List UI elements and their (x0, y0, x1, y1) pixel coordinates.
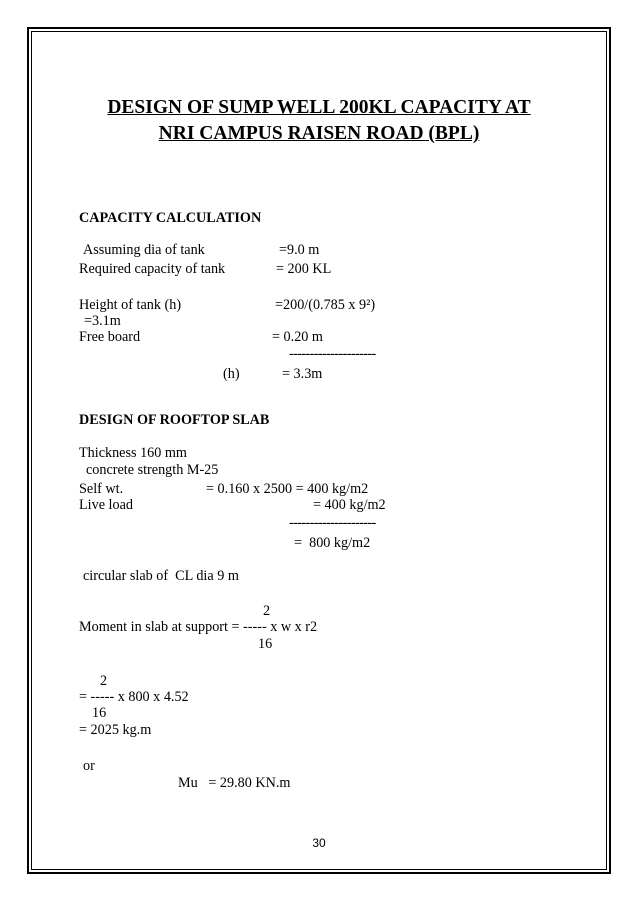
title-line-1: DESIGN OF SUMP WELL 200KL CAPACITY AT (107, 97, 531, 118)
self-weight-value: = 0.160 x 2500 = 400 kg/m2 (206, 481, 369, 497)
slab-divider: --------------------- (289, 515, 376, 531)
freeboard-value: = 0.20 m (272, 329, 323, 345)
live-load-label: Live load (79, 497, 133, 513)
dia-value: =9.0 m (279, 242, 320, 258)
required-capacity-value: = 200 KL (276, 261, 332, 277)
height-label: Height of tank (h) (79, 297, 182, 313)
freeboard-label: Free board (79, 329, 141, 345)
self-weight-label: Self wt. (79, 481, 124, 497)
height-formula: =200/(0.785 x 9²) (275, 297, 376, 313)
circular-slab-note: circular slab of CL dia 9 m (83, 568, 239, 584)
concrete-strength: concrete strength M-25 (86, 462, 219, 478)
slab-heading: DESIGN OF ROOFTOP SLAB (79, 412, 270, 428)
page-number: 30 (312, 836, 326, 850)
calc-formula: = ----- x 800 x 4.52 (79, 689, 189, 705)
calc-denominator: 16 (92, 705, 107, 721)
or-text: or (83, 758, 95, 774)
moment-numerator: 2 (263, 603, 271, 619)
slab-thickness: Thickness 160 mm (79, 445, 187, 461)
dia-label: Assuming dia of tank (83, 242, 205, 258)
total-height-value: = 3.3m (282, 366, 323, 382)
required-capacity-label: Required capacity of tank (79, 261, 226, 277)
title-line-2: NRI CAMPUS RAISEN ROAD (BPL) (158, 123, 480, 144)
calc-numerator: 2 (100, 673, 108, 689)
ultimate-moment: Mu = 29.80 KN.m (178, 775, 291, 791)
capacity-heading: CAPACITY CALCULATION (79, 210, 262, 226)
moment-denominator: 16 (258, 636, 273, 652)
height-result: =3.1m (84, 313, 121, 329)
capacity-divider: --------------------- (289, 346, 376, 362)
moment-formula: Moment in slab at support = ----- x w x r2 (79, 619, 318, 635)
live-load-value: = 400 kg/m2 (313, 497, 386, 513)
calc-result: = 2025 kg.m (79, 722, 152, 738)
total-load-value: = 800 kg/m2 (294, 535, 371, 551)
total-height-label: (h) (223, 366, 240, 382)
